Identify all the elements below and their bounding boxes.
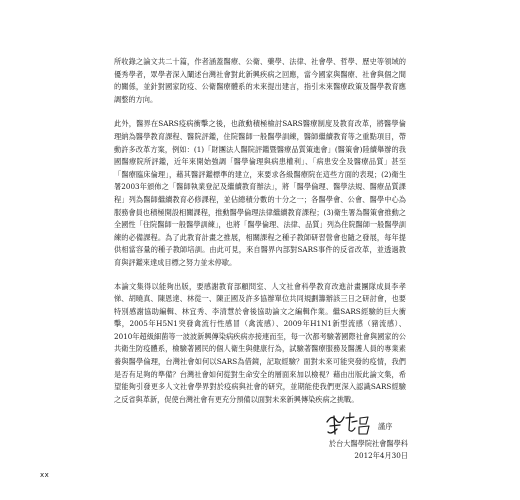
paragraph-1: 所收錄之論文共二十篇，作者涵蓋醫療、公衛、藥學、法律、社會學、哲學、歷史等領域的優秀學者，眾學者深入闡述台灣社會對此新興疾病之回應，當今國家與醫療、社會與個之間的關係，並針對國家防疫、公衛醫療體系的未來提出建言，指引未來醫療政策及醫學教育應調整的方向。 (114, 57, 406, 104)
paragraph-2: 此外，醫界在SARS疫病衝擊之後，也啟動積極檢討SARS醫療制度及教育改革，將醫學倫理納為醫學教育課程、醫院評鑑，住院醫師一般醫學訓練，醫師繼續教育等之重點項目，帶動許多改革方案，例如：(1)「財團法人醫院評鑑暨醫療品質策進會」(醫策會)陸續舉辦的我國醫療院所評鑑，近年來開始強調「醫學倫理與病患權利」、「病患安全及醫療品質」甚至「醫療臨床倫理」，藉其醫評鑑標準的建立，來要求各級醫療院在這些方面的表現；(2)衛生署2003年頒佈之「醫師執業登記及繼續教育辦法」，將「醫學倫理、醫學法規、醫療品質課程」列為醫師繼續教育必修課程，並佔總積分數的十分之一；各醫學會、公會、醫學中心為服務會員也積極開設相關課程，推動醫學倫理法律繼續教育課程；(3)衛生署為醫策會推動之全國性「住院醫師一般醫學訓練」，也將「醫學倫理、法律、品質」列為住院醫師一般醫學訓練的必備課程。為了此教育計畫之推展，相關課程之種子教師研習營會也隨之發展，每年提供相當容量的種子教師培訓。由此可見，來自醫界內部對SARS事件的反省改革，並透過教育與評鑑來達成目標之努力並未停歇。 (114, 119, 406, 267)
paragraph-3: 本論文集得以能夠出版，要感謝教育部顧問室、人文社會科學教育改進計畫團隊成員李孝悌、胡曉真、陳恩達、林從一、陳正國及許多協辦單位共同規劃籌辦該三日之研討會，也要特別感謝協助編輯、林宜秀、李清慧於會後協助論文之編輯作業。繼SARS經驗的巨大衝擊，2005年H5N1突發禽流行性感冒（禽流感）、2009年H1N1新型流感（豬流感）、2010年超級細菌等一波波新興傳染病疾病亦接連而至，每一次都考驗著國際社會與國家的公共衛生防疫體系，檢驗著國民的個人衛生與健康行為，試驗著醫療服務及醫護人員的專業素養與醫學倫理，台灣社會如何以SARS為借鏡，記取經驗？面對未來可能突發的疫情，我們是否有足夠的準備？台灣社會如何從對生命安全的層面來加以檢視？藉由出版此論文集，希望能夠引發更多人文社會學界對於疫病與社會的研究，並期能使我們更深入認識SARS經驗之反省與革新，促使台灣社會有更充分預備以面對未來新興傳染疾病之挑戰。 (114, 281, 406, 404)
signature-affiliation: 於台大醫學院社會醫學科 (328, 439, 408, 448)
page-number: xx (40, 471, 50, 479)
signature-role: 謹序 (378, 422, 393, 431)
handwritten-signature (324, 408, 374, 438)
signature-block (324, 408, 414, 462)
document-body (114, 56, 406, 406)
signature-date: 2012年4月30日 (354, 451, 408, 460)
